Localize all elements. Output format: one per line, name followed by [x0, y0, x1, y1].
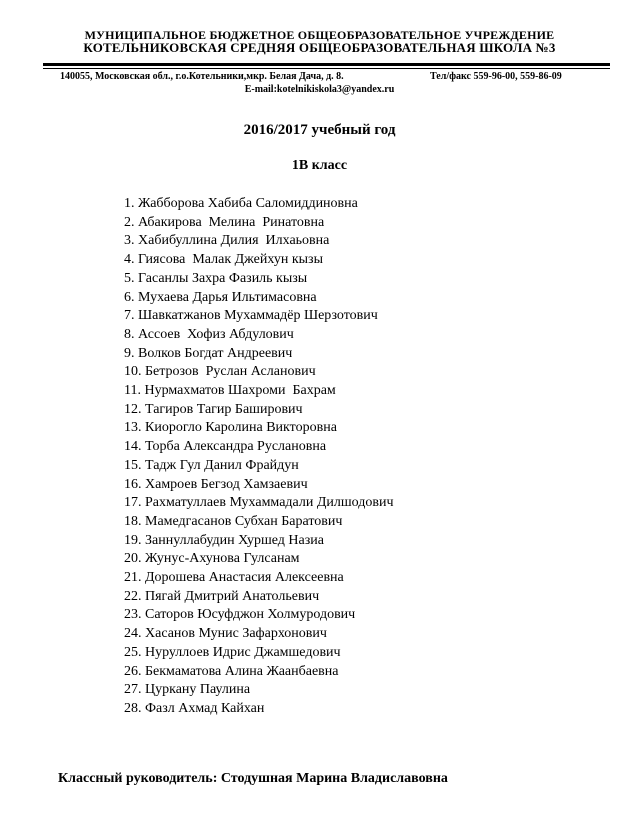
student-item: 12. Тагиров Тагир Баширович	[124, 401, 303, 417]
student-item: 14. Торба Александра Руслановна	[124, 439, 327, 455]
school-year-title: 2016/2017 учебный год	[243, 122, 396, 138]
school-address: 140055, Московская обл., г.о.Котельники,мкр. Белая Дача, д. 8.	[60, 71, 344, 82]
student-item: 15. Тадж Гул Данил Фрайдун	[124, 457, 299, 473]
student-item: 4. Гиясова Малак Джейхун кызы	[124, 252, 323, 268]
student-item: 25. Нуруллоев Идрис Джамшедович	[124, 644, 341, 660]
student-list	[124, 195, 394, 719]
student-item: 5. Гасанлы Захра Фазиль кызы	[124, 270, 308, 286]
student-item: 11. Нурмахматов Шахроми Бахрам	[124, 383, 336, 399]
school-email: E-mail:kotelnikiskola3@yandex.ru	[244, 84, 395, 95]
student-item: 22. Пягай Дмитрий Анатольевич	[124, 588, 320, 604]
student-item: 23. Саторов Юсуфджон Холмуродович	[124, 607, 356, 623]
student-item: 17. Рахматуллаев Мухаммадали Дилшодович	[124, 495, 394, 511]
student-item: 16. Хамроев Бегзод Хамзаевич	[124, 476, 308, 492]
header-divider-thin	[43, 68, 610, 69]
student-item: 8. Ассоев Хофиз Абдулович	[124, 326, 294, 342]
school-name-line2: КОТЕЛЬНИКОВСКАЯ СРЕДНЯЯ ОБЩЕОБРАЗОВАТЕЛЬНАЯ ШКОЛА №3	[83, 40, 556, 55]
student-item: 27. Цуркану Паулина	[124, 682, 251, 698]
student-item: 3. Хабибуллина Дилия Илхаьовна	[124, 233, 330, 249]
student-item: 2. Абакирова Мелина Ринатовна	[124, 214, 325, 230]
student-item: 18. Мамедгасанов Субхан Баратович	[124, 513, 343, 529]
student-item: 9. Волков Богдат Андреевич	[124, 345, 293, 361]
student-item: 7. Шавкатжанов Мухаммадёр Шерзотович	[124, 308, 378, 324]
class-teacher: Классный руководитель: Стодушная Марина Владиславовна	[58, 771, 448, 786]
student-item: 10. Бетрозов Руслан Асланович	[124, 364, 316, 380]
student-item: 24. Хасанов Мунис Зафархонович	[124, 626, 327, 642]
class-title: 1В класс	[291, 158, 348, 173]
student-item: 21. Дорошева Анастасия Алексеевна	[124, 570, 344, 586]
student-item: 28. Фазл Ахмад Кайхан	[124, 700, 265, 716]
header-divider-thick	[43, 63, 610, 66]
student-item: 6. Мухаева Дарья Ильтимасовна	[124, 289, 317, 305]
school-phone: Тел/факс 559-96-00, 559-86-09	[430, 71, 562, 82]
student-item: 20. Жунус-Ахунова Гулсанам	[124, 551, 300, 567]
school-name-line1: МУНИЦИПАЛЬНОЕ БЮДЖЕТНОЕ ОБЩЕОБРАЗОВАТЕЛЬНОЕ УЧРЕЖДЕНИЕ	[84, 28, 555, 42]
student-item: 26. Бекмаматова Алина Жаанбаевна	[124, 663, 339, 679]
student-item: 1. Жабборова Хабиба Саломиддиновна	[124, 196, 358, 211]
student-item: 13. Киорогло Каролина Викторовна	[124, 420, 337, 436]
student-item: 19. Заннуллабудин Хуршед Назиа	[124, 532, 324, 548]
